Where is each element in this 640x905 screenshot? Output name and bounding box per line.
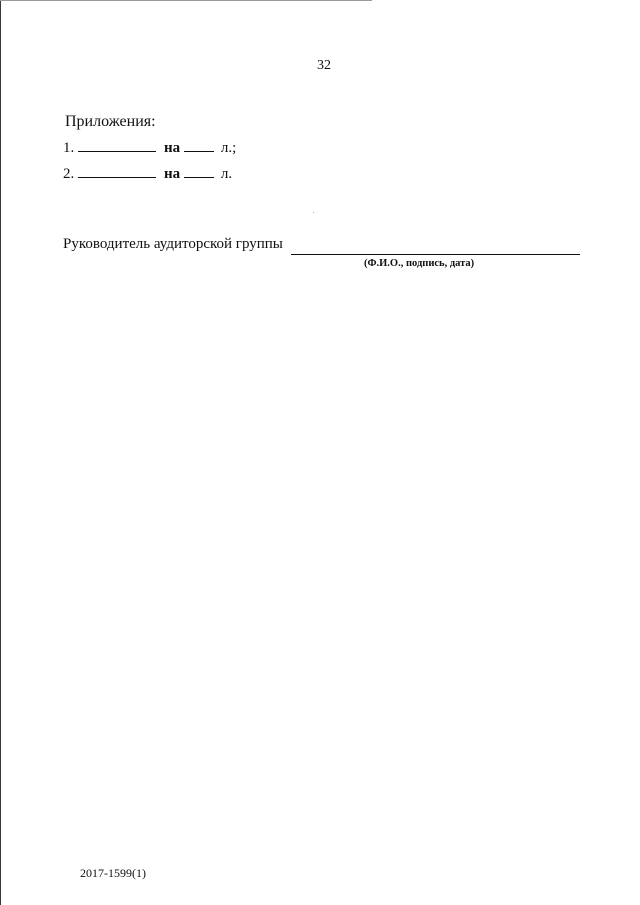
attachment-title-blank xyxy=(78,140,156,152)
attachment-item-1 xyxy=(63,140,236,157)
attachment-na-word: на xyxy=(164,166,181,182)
scan-edge-top xyxy=(0,0,372,1)
scan-edge-left xyxy=(0,0,1,905)
page-number: 32 xyxy=(317,58,331,73)
document-code: 2017-1599(1) xyxy=(80,866,146,880)
signature-label: Руководитель аудиторской группы xyxy=(63,236,283,252)
scan-speck xyxy=(313,212,314,213)
attachment-pages-blank xyxy=(184,140,214,152)
attachment-item-2 xyxy=(63,166,232,183)
signature-caption: (Ф.И.О., подпись, дата) xyxy=(364,258,475,269)
attachment-na-word: на xyxy=(164,140,181,156)
attachment-title-blank xyxy=(78,166,156,178)
attachment-pages-suffix: л. xyxy=(220,166,233,182)
attachments-heading: Приложения: xyxy=(65,113,156,130)
attachment-pages-suffix: л.; xyxy=(220,140,237,156)
attachment-index: 1. xyxy=(63,140,75,156)
signature-line xyxy=(291,254,580,255)
attachment-index: 2. xyxy=(63,166,75,182)
attachment-pages-blank xyxy=(184,166,214,178)
